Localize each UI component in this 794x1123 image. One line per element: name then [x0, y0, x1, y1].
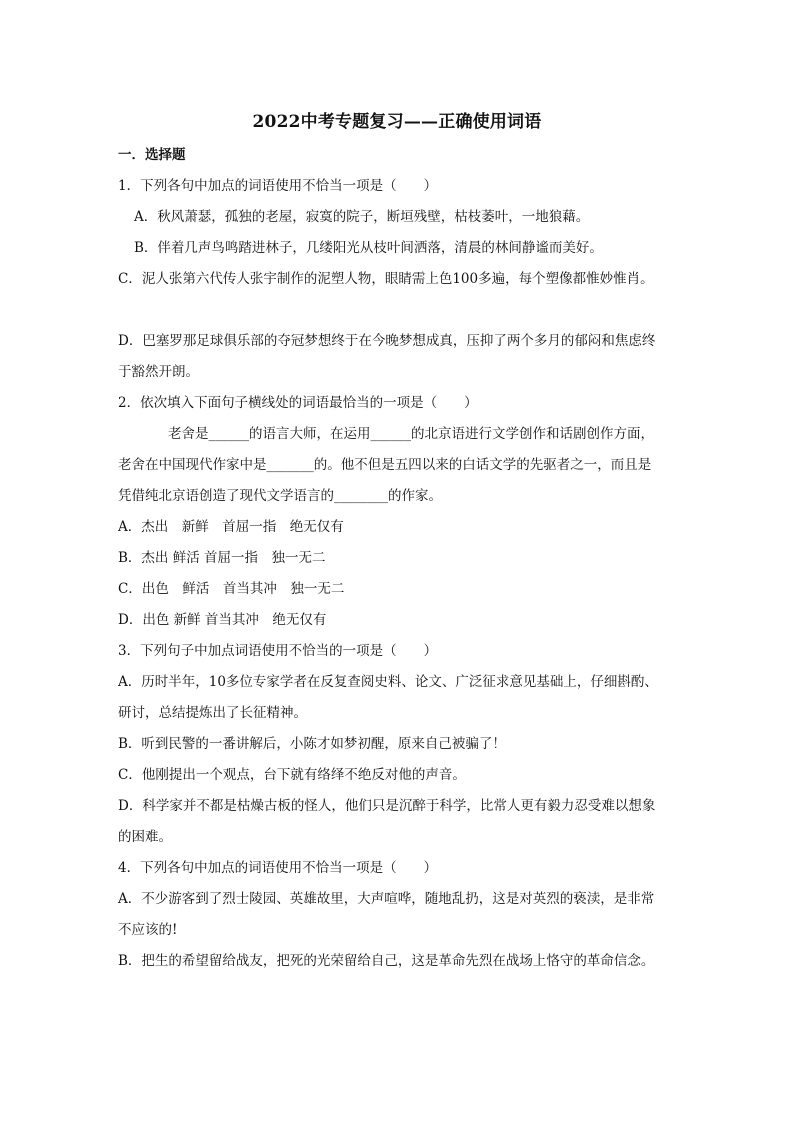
document-title: 2022中考专题复习——正确使用词语 — [252, 112, 542, 132]
q1-option-c: C．泥人张第六代传人张宇制作的泥塑人物，眼睛需上色100多遍，每个塑像都惟妙惟肖。 — [118, 271, 654, 287]
q2-option-a: A．杰出 新鲜 首屈一指 绝无仅有 — [118, 519, 344, 535]
q2-option-d: D．出色 新鲜 首当其冲 绝无仅有 — [118, 612, 327, 628]
q4-option-a-line2: 不应该的! — [118, 922, 178, 938]
section-heading: 一．选择题 — [118, 147, 186, 163]
q2-passage-line1: 老舍是______的语言大师，在运用______的北京语进行文学创作和话剧创作方面， — [168, 426, 654, 442]
q4-option-b: B．把生的希望留给战友，把死的光荣留给自己，这是革命先烈在战场上恪守的革命信念。 — [118, 953, 655, 969]
q3-option-a-line1: A．历时半年，10多位专家学者在反复查阅史料、论文、广泛征求意见基础上，仔细斟酌、 — [118, 674, 658, 690]
q3-option-c: C．他刚提出一个观点，台下就有络绎不绝反对他的声音。 — [118, 767, 466, 783]
q2-stem: 2．依次填入下面句子横线处的词语最恰当的一项是（ ） — [118, 395, 478, 411]
q2-option-b: B．杰出 鲜活 首屈一指 独一无二 — [118, 550, 326, 566]
q1-option-a: A．秋风萧瑟，孤独的老屋，寂寞的院子，断垣残壁，枯枝萎叶，一地狼藉。 — [134, 209, 590, 225]
q1-option-d-line2: 于豁然开朗。 — [118, 364, 199, 380]
q1-option-d-line1: D．巴塞罗那足球俱乐部的夺冠梦想终于在今晚梦想成真，压抑了两个多月的郁闷和焦虑终 — [118, 333, 656, 349]
q4-option-a-line1: A．不少游客到了烈士陵园、英雄故里，大声喧哗，随地乱扔，这是对英烈的亵渎，是非常 — [118, 891, 655, 907]
q1-stem: 1．下列各句中加点的词语使用不恰当一项是（ ） — [118, 178, 438, 194]
q2-passage-line2: 老舍在中国现代作家中是_______的。他不但是五四以来的白话文学的先驱者之一，而且是 — [118, 457, 652, 473]
q1-option-b: B．伴着几声鸟鸣踏进林子，几缕阳光从枝叶间洒落，清晨的林间静谧而美好。 — [134, 240, 603, 256]
q3-option-b: B．听到民警的一番讲解后，小陈才如梦初醒，原来自己被骗了！ — [118, 736, 506, 752]
q2-option-c: C．出色 鲜活 首当其冲 独一无二 — [118, 581, 345, 597]
q3-option-a-line2: 研讨，总结提炼出了长征精神。 — [118, 705, 307, 721]
q3-stem: 3．下列句子中加点词语使用不恰当的一项是（ ） — [118, 643, 438, 659]
q3-option-d-line2: 的困难。 — [118, 829, 172, 845]
q2-passage-line3: 凭借纯北京语创造了现代文学语言的________的作家。 — [118, 488, 442, 504]
q4-stem: 4．下列各句中加点的词语使用不恰当一项是（ ） — [118, 860, 438, 876]
q3-option-d-line1: D．科学家并不都是枯燥古板的怪人，他们只是沉醉于科学，比常人更有毅力忍受难以想象 — [118, 798, 656, 814]
